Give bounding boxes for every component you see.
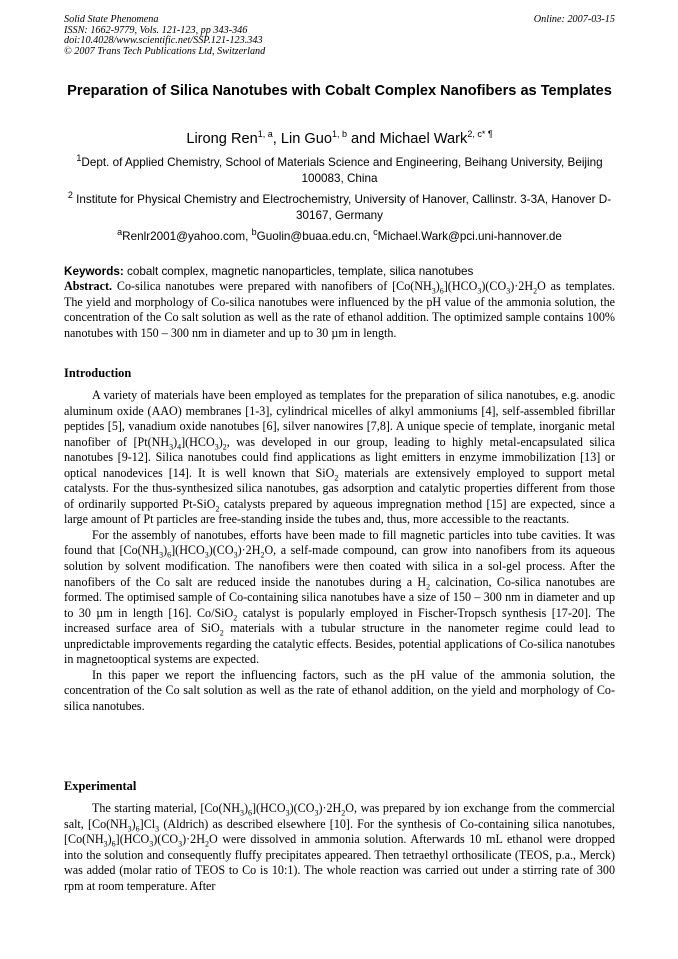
author-affil-mark: 1, b bbox=[331, 129, 347, 140]
author-separator: and bbox=[347, 131, 380, 147]
affil-mark: 2 bbox=[67, 190, 73, 201]
paragraph-text: )·2H bbox=[182, 832, 205, 847]
paragraph-text: calcination, Co-silica nanotubes are formed. The optimised sample of Co-containing silica nanotubes have a size of 150 – 300 nm in diameter and up to 30 µm in length [16]. Co/SiO bbox=[64, 574, 615, 620]
email-address: Renlr2001@yahoo.com, bbox=[122, 230, 252, 243]
paragraph-text: ]Cl bbox=[139, 816, 156, 831]
subscript: 6 bbox=[135, 823, 140, 833]
paragraph-text: ](HCO bbox=[171, 543, 205, 558]
paragraph-text: O, a self-made compound, can grow into nanofibers from its aqueous solution by solvent modification. The nanofibers were then coated with silica in a sol-gel process. After the nanofibers of the Co salt are reduced inside the nanotubes during a H bbox=[64, 543, 615, 589]
subscript: 3 bbox=[103, 839, 108, 849]
paragraph-text: O, was prepared by ion exchange from the commercial salt, [Co(NH bbox=[64, 801, 615, 831]
subscript: 2 bbox=[215, 504, 220, 514]
paragraph bbox=[64, 528, 615, 668]
journal-header bbox=[64, 15, 265, 57]
subscript: 3 bbox=[178, 839, 183, 849]
paragraph-text: materials are extensively employed to support metal catalysts. For the thus-synthesized silica nanotubes, gas adsorption and catalytic properties different from those of ordinarily supported Pt-SiO bbox=[64, 465, 615, 511]
subscript: 3 bbox=[214, 442, 219, 452]
subscript: 2 bbox=[334, 473, 339, 483]
abstract-text: ) bbox=[435, 279, 440, 293]
subscript: 6 bbox=[248, 808, 252, 818]
subscript: 6 bbox=[167, 550, 172, 560]
journal-issn: ISSN: 1662-9779, Vols. 121-123, pp 343-346 bbox=[64, 24, 248, 36]
abstract-text: O as templates. The yield and morphology of Co-silica nanotubes were influenced by the pH value of the ammonia solution, the concentration of the Co salt solution as well as the rate of ethanol addition. The optimized sample contains 100% nanotubes with 150 – 300 nm in diameter and up to 30 µm in length. bbox=[64, 279, 615, 340]
email-mark: a bbox=[117, 227, 123, 238]
paragraph-text: ) bbox=[218, 434, 223, 449]
author-emails bbox=[64, 229, 615, 245]
abstract-label: Abstract. bbox=[64, 279, 113, 293]
subscript: 3 bbox=[155, 823, 160, 833]
author-affil-mark: 1, a bbox=[257, 129, 273, 140]
subscript: 6 bbox=[111, 839, 116, 849]
paragraph-text: ](HCO bbox=[115, 832, 150, 847]
subscript: 3 bbox=[431, 286, 436, 296]
paragraph: In this paper we report the influencing factors, such as the pH value of the ammonia solution, the concentration of the Co salt solution as well as the rate of ethanol addition, on the yield and morphology of Co-silica nanotubes. bbox=[64, 667, 615, 713]
section-heading-introduction: Introduction bbox=[64, 366, 132, 380]
introduction-body bbox=[64, 388, 615, 714]
paragraph-text: O were dissolved in ammonia solution. Afterwards 10 mL ethanol were dropped into the solution and consequently fluffy precipitates appeared. Then tetraethyl orthosilicate (TEOS, p.a., Merck) was added (molar ratio of TEOS to Co is 10:1). The whole reaction was carried out under a stirring rate of 300 rpm at room temperature. After bbox=[64, 832, 615, 893]
paper-title: Preparation of Silica Nanotubes with Cobalt Complex Nanofibers as Templates bbox=[67, 83, 612, 99]
paragraph-text: A variety of materials have been employed as templates for the preparation of silica nanotubes, e.g. anodic aluminum oxide (AAO) membranes [1-3], cylindrical micelles of alkyl ammoniums [4], self-assembled fibrillar peptides [5], vanadium oxide nanotubes [6], silver nanowires [7,8]. A unique specie of template, inorganic metal nanofiber of [Pt(NH bbox=[64, 388, 615, 449]
abstract-text: )(CO bbox=[481, 279, 507, 293]
subscript: 2 bbox=[533, 286, 538, 296]
paragraph-text: ) bbox=[107, 832, 112, 847]
subscript: 3 bbox=[149, 839, 154, 849]
subscript: 2 bbox=[260, 550, 265, 560]
paragraph-text: materials with a tubular structure in the nanometer regime could lead to unpredictable improvements regarding the catalytic effects. Besides, potential applications of Co-silica nanotubes in magnetooptical systems are expected. bbox=[64, 621, 615, 667]
subscript: 2 bbox=[426, 581, 431, 591]
journal-copyright: © 2007 Trans Tech Publications Ltd, Switzerland bbox=[64, 45, 266, 57]
paragraph-text: , was developed in our group, leading to highly metal-encapsulated silica nanotubes [9-12]. Silica nanotubes could find applications as light emitters in enzyme immobilization [13] or optical nanodevices [14]. It is well known that SiO bbox=[64, 434, 615, 480]
author-name: Michael Wark bbox=[379, 131, 468, 147]
paragraph-text: ) bbox=[131, 816, 136, 831]
paragraph-text: )·2H bbox=[237, 543, 261, 558]
subscript: 3 bbox=[169, 442, 174, 452]
subscript: 3 bbox=[285, 808, 290, 818]
email-address: Michael.Wark@pci.uni-hannover.de bbox=[377, 230, 562, 243]
affil-mark: 1 bbox=[76, 153, 82, 164]
paragraph-text: )(CO bbox=[289, 801, 315, 815]
email-mark: b bbox=[251, 227, 257, 238]
author-name: Lirong Ren bbox=[186, 131, 258, 147]
subscript: 2 bbox=[341, 808, 346, 818]
email-mark: c bbox=[373, 227, 378, 238]
abstract-text: ](HCO bbox=[443, 279, 478, 293]
paragraph-text: ) bbox=[243, 801, 248, 815]
affil-text: Institute for Physical Chemistry and Electrochemistry, University of Hanover, Callinstr. 3-3A, Hanover D-30167, Germany bbox=[72, 193, 612, 222]
subscript: 6 bbox=[439, 286, 444, 296]
subscript: 2 bbox=[204, 839, 209, 849]
keywords-label: Keywords: bbox=[64, 265, 124, 278]
affiliation-1 bbox=[64, 155, 615, 187]
subscript: 3 bbox=[233, 550, 238, 560]
email-address: Guolin@buaa.edu.cn, bbox=[256, 230, 374, 243]
paragraph-text: catalyst is popularly employed in Fischer-Tropsch synthesis [17-20]. The increased surface area of SiO bbox=[64, 605, 615, 636]
subscript: 2 bbox=[233, 613, 238, 623]
online-date: Online: 2007-03-15 bbox=[533, 14, 615, 25]
paragraph-text: The starting material, [Co(NH bbox=[92, 801, 240, 815]
affiliation-2 bbox=[64, 192, 615, 224]
subscript: 3 bbox=[204, 550, 209, 560]
abstract-text: Co-silica nanotubes were prepared with nanofibers of [Co(NH bbox=[112, 279, 432, 293]
abstract bbox=[64, 279, 615, 341]
paragraph-text: )(CO bbox=[153, 832, 179, 847]
affil-text: Dept. of Applied Chemistry, School of Materials Science and Engineering, Beihang University, Beijing 100083, China bbox=[81, 156, 603, 185]
paragraph-text: )(CO bbox=[208, 543, 234, 558]
journal-name: Solid State Phenomena bbox=[64, 14, 159, 25]
subscript: 2 bbox=[219, 628, 224, 638]
subscript: 2 bbox=[222, 442, 227, 452]
journal-doi: doi:10.4028/www.scientific.net/SSP.121-123.343 bbox=[64, 35, 263, 47]
section-heading-experimental: Experimental bbox=[64, 779, 137, 793]
subscript: 3 bbox=[314, 808, 319, 818]
paragraph-text: ](HCO bbox=[252, 801, 286, 815]
paragraph-text: (Aldrich) as described elsewhere [10]. For the synthesis of Co-containing silica nanotubes, [Co(NH bbox=[64, 816, 615, 847]
author-name: Lin Guo bbox=[280, 131, 332, 147]
subscript: 3 bbox=[477, 286, 482, 296]
paragraph bbox=[64, 801, 615, 894]
paragraph-text: ) bbox=[173, 434, 178, 449]
subscript: 3 bbox=[506, 286, 511, 296]
paragraph bbox=[64, 388, 615, 528]
author-list bbox=[64, 130, 615, 148]
paragraph-text: catalysts prepared by aqueous impregnation method [15] are expected, since a large amount of Pt particles are free-standing inside the tubes and, thus, more accessible to the reactants. bbox=[64, 496, 615, 527]
keywords bbox=[64, 264, 615, 280]
author-affil-mark: 2, c* ¶ bbox=[467, 129, 493, 140]
paragraph-text: ](HCO bbox=[181, 434, 215, 449]
keywords-text: cobalt complex, magnetic nanoparticles, template, silica nanotubes bbox=[123, 265, 474, 278]
paragraph-text: )·2H bbox=[318, 801, 342, 815]
subscript: 4 bbox=[177, 442, 182, 452]
author-separator: , bbox=[272, 131, 281, 147]
abstract-text: )·2H bbox=[510, 279, 534, 293]
paragraph-text: ) bbox=[163, 543, 168, 558]
subscript: 3 bbox=[127, 823, 132, 833]
paragraph-text: For the assembly of nanotubes, efforts have been made to fill magnetic particles into tube cavities. It was found that [Co(NH bbox=[64, 527, 615, 558]
subscript: 3 bbox=[159, 550, 164, 560]
experimental-body bbox=[64, 801, 615, 894]
subscript: 3 bbox=[239, 808, 244, 818]
